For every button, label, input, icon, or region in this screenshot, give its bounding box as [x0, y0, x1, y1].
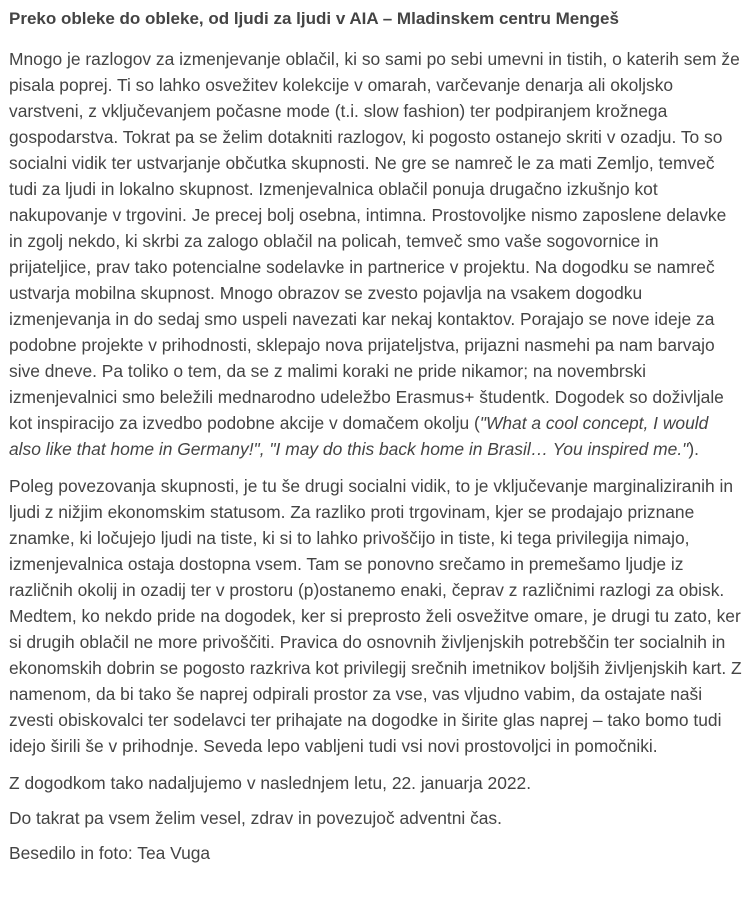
paragraph-intro — [9, 46, 742, 462]
article-credit: Besedilo in foto: Tea Vuga — [9, 843, 211, 863]
paragraph-next-event: Z dogodkom tako nadaljujemo v naslednjem letu, 22. januarja 2022. — [9, 773, 532, 793]
paragraph-social: Poleg povezovanja skupnosti, je tu še drugi socialni vidik, to je vključevanje marginaliziranih in ljudi z nižjim ekonomskim statusom. Za razliko proti trgovinam, kjer se prodajajo priznane znamke, ki ločujejo ljudi na tiste, ki si to lahko privoščijo in tiste, ki tega privilegija nimajo, izmenjevalnica ostaja dostopna vsem. Tam se ponovno srečamo in premešamo ljudje iz različnih okolij in ozadij ter v prostoru (p)ostanemo enaki, čeprav z različnimi razlogi za obisk. Medtem, ko nekdo pride na dogodek, ker si preprosto želi osvežitve omare, je drugi tu zato, ker si drugih oblačil ne more privoščiti. Pravica do osnovnih življenjskih potrebščin ter socialnih in ekonomskih dobrin se pogosto razkriva kot privilegij srečnih imetnikov boljših življenjskih kart. Z namenom, da bi tako še naprej odpirali prostor za vse, vas vljudno vabim, da ostajate naši zvesti obiskovalci ter sodelavci ter prihajate na dogodke in širite glas naprej – tako bomo tudi idejo širili še v prihodnje. Seveda lepo vabljeni tudi vsi novi prostovoljci in pomočniki. — [9, 476, 742, 756]
article-title: Preko obleke do obleke, od ljudi za ljudi v AIA – Mladinskem centru Mengeš — [9, 9, 619, 28]
paragraph-intro-text: Mnogo je razlogov za izmenjevanje oblačil, ki so sami po sebi umevni in tistih, o katerih sem že pisala poprej. Ti so lahko osvežitev kolekcije v omarah, varčevanje denarja ali okoljsko varstveni, z vključevanjem počasne mode (t.i. slow fashion) ter podpiranjem krožnega gospodarstva. Tokrat pa se želim dotakniti razlogov, ki pogosto ostanejo skriti v ozadju. To so socialni vidik ter ustvarjanje občutka skupnosti. Ne gre se namreč le za mati Zemljo, temveč tudi za ljudi in lokalno skupnost. Izmenjevalnica oblačil ponuja drugačno izkušnjo kot nakupovanje v trgovini. Je precej bolj osebna, intimna. Prostovoljke nismo zaposlene delavke in zgolj nekdo, ki skrbi za zalogo oblačil na policah, temveč smo vaše sogovornice in prijateljice, prav tako potencialne sodelavke in partnerice v projektu. Na dogodku se namreč ustvarja mobilna skupnost. Mnogo obrazov se zvesto pojavlja na vsakem dogodku izmenjevanja in do sedaj smo uspeli navezati kar nekaj kontaktov. Porajajo se nove ideje za podobne projekte v prihodnosti, sklepajo nova prijateljstva, prijazni nasmehi pa nam barvajo sive dneve. Pa toliko o tem, da se z malimi koraki ne pride nikamor; na novembrski izmenjevalnici smo beležili mednarodno udeležbo Erasmus+ študentk. Dogodek so doživljale kot inspiracijo za izvedbo podobne akcije v domačem okolju ( — [9, 49, 740, 433]
paragraph-intro-quote: "What a cool concept, I would also like that home in Germany!", "I may do this back home in Brasil… You inspired me." — [9, 413, 709, 459]
paragraph-wishes: Do takrat pa vsem želim vesel, zdrav in povezujoč adventni čas. — [9, 808, 502, 828]
paragraph-intro-end: ). — [688, 439, 699, 459]
